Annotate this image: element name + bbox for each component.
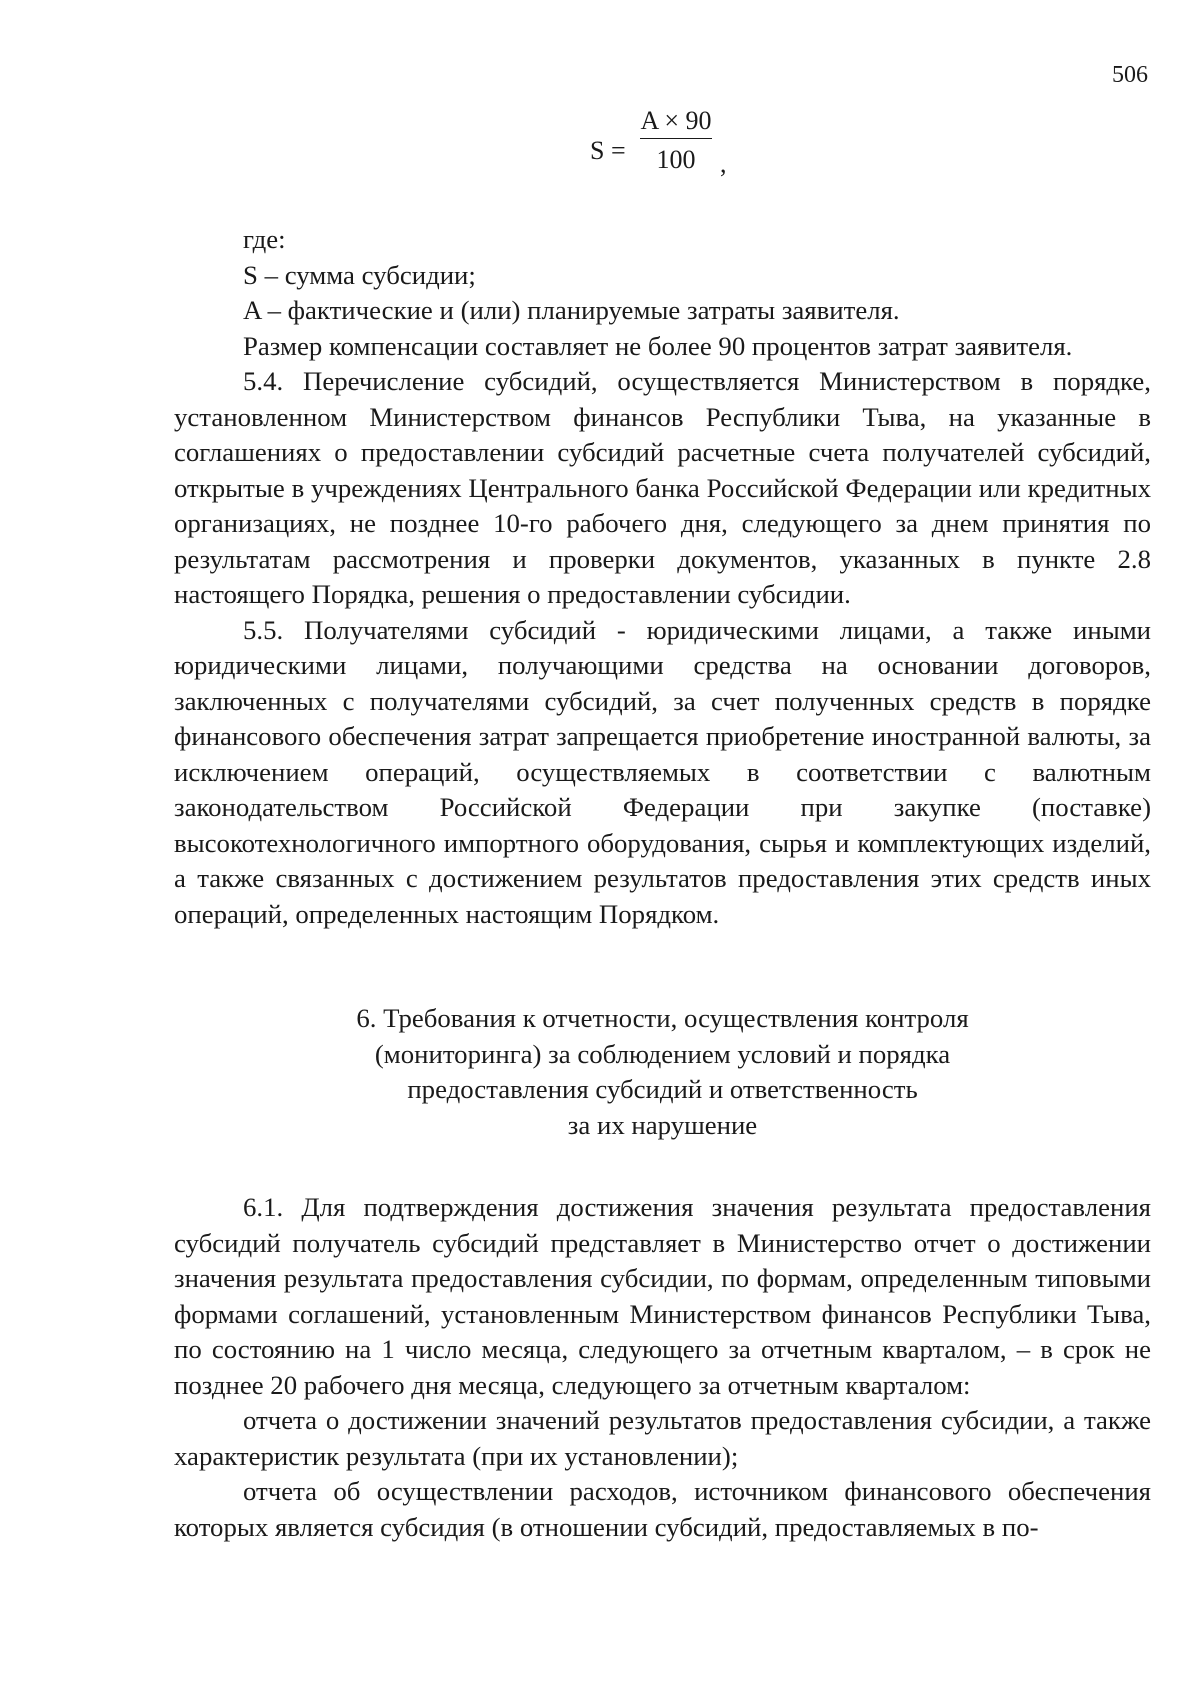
page-number: 506: [1112, 62, 1148, 88]
body-text-top: [174, 222, 1151, 932]
heading-line: предоставления субсидий и ответственность: [407, 1074, 918, 1104]
compensation-limit: Размер компенсации составляет не более 90 процентов затрат заявителя.: [243, 330, 1073, 361]
formula-numerator: A × 90: [640, 106, 712, 135]
heading-line: (мониторинга) за соблюдением условий и порядка: [374, 1038, 951, 1069]
where-label: где:: [243, 224, 286, 254]
section-6-heading: [174, 1001, 1151, 1143]
report-item-results: отчета о достижении значений результатов предоставления субсидии, а также характеристик результата (при их установлении);: [174, 1405, 1151, 1471]
s-definition: S – сумма субсидии;: [243, 259, 476, 290]
formula-fraction: [640, 108, 712, 173]
report-item-expenses: отчета об осуществлении расходов, источником финансового обеспечения которых является субсидия (в отношении субсидий, предоставляемых в по-: [174, 1476, 1151, 1542]
formula-denominator: 100: [656, 145, 696, 174]
body-text-bottom: [174, 1190, 1151, 1545]
paragraph-6-1: 6.1. Для подтверждения достижения значения результата предоставления субсидий получатель субсидий представляет в Министерство отчет о достижении значения результата предоставления субсидии, по формам, определенным типовыми формами соглашений, установленным Министерством финансов Республики Тыва, по состоянию на 1 число месяца, следующего за отчетным кварталом, – в срок не позднее 20 рабочего дня месяца, следующего за отчетным кварталом:: [174, 1192, 1151, 1400]
a-definition: A – фактические и (или) планируемые затраты заявителя.: [243, 295, 900, 325]
formula-comma: ,: [720, 149, 727, 178]
heading-line: за их нарушение: [567, 1109, 758, 1140]
paragraph-5-4: 5.4. Перечисление субсидий, осуществляется Министерством в порядке, установленном Министерством финансов Республики Тыва, на указанные в соглашениях о предоставлении субсидий расчетные счета получателей субсидий, открытые в учреждениях Центрального банка Российской Федерации или кредитных организациях, не позднее 10-го рабочего дня, следующего за днем принятия по результатам рассмотрения и проверки документов, указанных в пункте 2.8 настоящего Порядка, решения о предоставлении субсидии.: [174, 366, 1151, 609]
formula-lhs: S =: [590, 136, 626, 165]
heading-line: 6. Требования к отчетности, осуществления контроля: [356, 1003, 969, 1033]
paragraph-5-5: 5.5. Получателями субсидий - юридическими лицами, а также иными юридическими лицами, получающими средства на основании договоров, заключенных с получателями субсидий, за счет полученных средств в порядке финансового обеспечения затрат запрещается приобретение иностранной валюты, за исключением операций, осуществляемых в соответствии с валютным законодательством Российской Федерации при закупке (поставке) высокотехнологичного импортного оборудования, сырья и комплектующих изделий, а также связанных с достижением результатов предоставления этих средств иных операций, определенных настоящим Порядком.: [174, 614, 1151, 929]
